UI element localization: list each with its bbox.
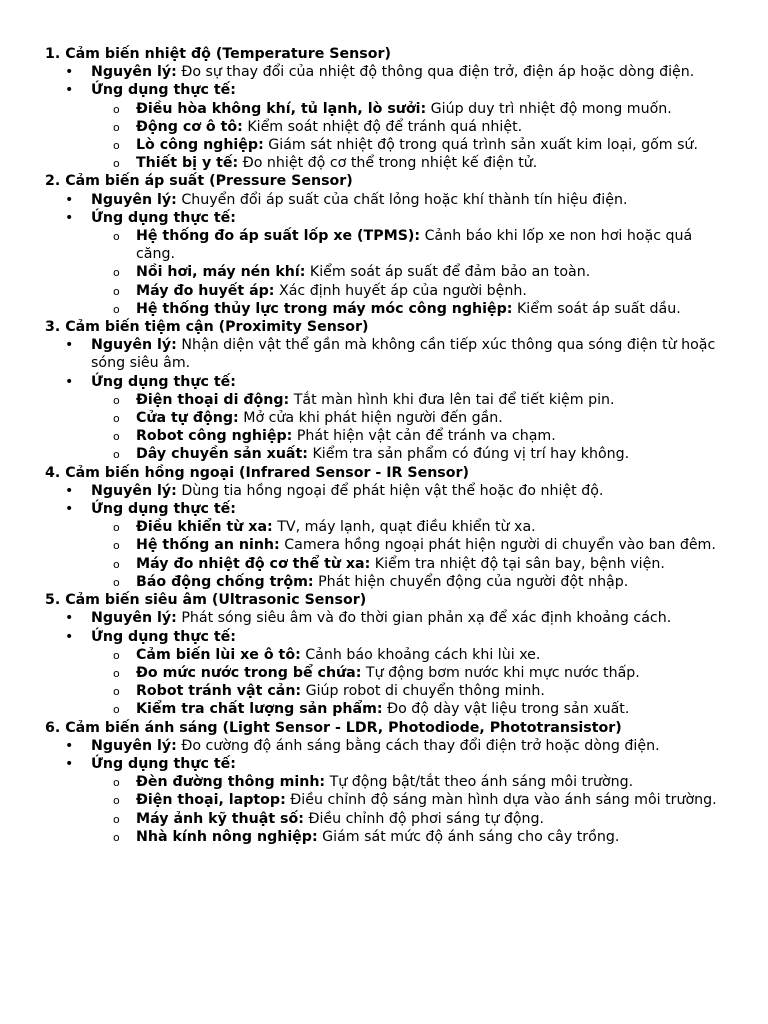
bullet-circle-icon: o <box>113 302 120 316</box>
application-item: o Lò công nghiệp: Giám sát nhiệt độ trong quá trình sản xuất kim loại, gốm sứ. <box>45 136 728 154</box>
bullet-circle-icon: o <box>113 830 120 844</box>
bullet-circle-icon: o <box>113 812 120 826</box>
section-title: 1. Cảm biến nhiệt độ (Temperature Sensor) <box>45 46 391 62</box>
application-item: o Hệ thống an ninh: Camera hồng ngoại phát hiện người di chuyển vào ban đêm. <box>45 536 728 554</box>
principle-label: Nguyên lý: <box>91 337 177 354</box>
applications-heading: • Ứng dụng thực tế: <box>65 755 236 772</box>
section-4 <box>45 464 728 591</box>
application-item: o Nhà kính nông nghiệp: Giám sát mức độ ánh sáng cho cây trồng. <box>45 828 728 846</box>
principle-label: Nguyên lý: <box>91 191 177 208</box>
principle-item <box>45 609 728 627</box>
principle-text: Đo sự thay đổi của nhiệt độ thông qua điện trở, điện áp hoặc dòng điện. <box>176 64 695 81</box>
section-6 <box>45 719 728 846</box>
application-item: o Thiết bị y tế: Đo nhiệt độ cơ thể trong nhiệt kế điện tử. <box>45 154 728 172</box>
application-item: o Cửa tự động: Mở cửa khi phát hiện người đến gần. <box>45 409 728 427</box>
applications-heading: • Ứng dụng thực tế: <box>65 82 236 99</box>
bullet-circle-icon: o <box>113 703 120 717</box>
bullet-circle-icon: o <box>113 648 120 662</box>
bullet-dot-icon: • <box>65 482 74 499</box>
principle-item <box>45 63 728 81</box>
application-item: o Đo mức nước trong bể chứa: Tự động bơm nước khi mực nước thấp. <box>45 664 728 682</box>
application-item: o Kiểm tra chất lượng sản phẩm: Đo độ dày vật liệu trong sản xuất. <box>45 700 728 718</box>
application-item: o Robot công nghiệp: Phát hiện vật cản để tránh va chạm. <box>45 427 728 445</box>
bullet-dot-icon: • <box>65 191 74 208</box>
section-1 <box>45 45 728 172</box>
bullet-circle-icon: o <box>113 557 120 571</box>
application-item: o Điều khiển từ xa: TV, máy lạnh, quạt điều khiển từ xa. <box>45 518 728 536</box>
bullet-circle-icon: o <box>113 685 120 699</box>
principle-text: Dùng tia hồng ngoại để phát hiện vật thể hoặc đo nhiệt độ. <box>176 482 604 499</box>
bullet-circle-icon: o <box>113 393 120 407</box>
application-item: o Nồi hơi, máy nén khí: Kiểm soát áp suất để đảm bảo an toàn. <box>45 263 728 281</box>
applications-heading: • Ứng dụng thực tế: <box>65 209 236 226</box>
bullet-circle-icon: o <box>113 139 120 153</box>
principle-text: Phát sóng siêu âm và đo thời gian phản xạ để xác định khoảng cách. <box>176 610 672 627</box>
application-item: o Robot tránh vật cản: Giúp robot di chuyển thông minh. <box>45 682 728 700</box>
principle-item <box>45 191 728 209</box>
application-item: o Hệ thống thủy lực trong máy móc công nghiệp: Kiểm soát áp suất dầu. <box>45 300 728 318</box>
bullet-dot-icon: • <box>65 82 74 99</box>
bullet-dot-icon: • <box>65 373 74 390</box>
application-item: o Cảm biến lùi xe ô tô: Cảnh báo khoảng cách khi lùi xe. <box>45 646 728 664</box>
application-item: o Điện thoại di động: Tắt màn hình khi đưa lên tai để tiết kiệm pin. <box>45 391 728 409</box>
application-item: o Điện thoại, laptop: Điều chỉnh độ sáng màn hình dựa vào ánh sáng môi trường. <box>45 791 728 809</box>
application-item: o Đèn đường thông minh: Tự động bật/tắt theo ánh sáng môi trường. <box>45 773 728 791</box>
principle-label: Nguyên lý: <box>91 610 177 627</box>
principle-text: Nhận diện vật thể gần mà không cần tiếp xúc thông qua sóng điện từ hoặc sóng siêu âm. <box>91 337 716 372</box>
applications-heading: • Ứng dụng thực tế: <box>65 628 236 645</box>
principle-label: Nguyên lý: <box>91 737 177 754</box>
bullet-circle-icon: o <box>113 448 120 462</box>
application-item: o Máy đo nhiệt độ cơ thể từ xa: Kiểm tra nhiệt độ tại sân bay, bệnh viện. <box>45 555 728 573</box>
applications-heading: • Ứng dụng thực tế: <box>65 373 236 390</box>
principle-text: Đo cường độ ánh sáng bằng cách thay đổi điện trở hoặc dòng điện. <box>176 737 660 754</box>
section-title: 6. Cảm biến ánh sáng (Light Sensor - LDR, Photodiode, Phototransistor) <box>45 719 622 736</box>
bullet-dot-icon: • <box>65 737 74 754</box>
section-title: 3. Cảm biến tiệm cận (Proximity Sensor) <box>45 319 369 336</box>
bullet-circle-icon: o <box>113 521 120 535</box>
section-5 <box>45 591 728 718</box>
principle-text: Chuyển đổi áp suất của chất lỏng hoặc khí thành tín hiệu điện. <box>176 191 628 208</box>
application-item: o Dây chuyền sản xuất: Kiểm tra sản phẩm có đúng vị trí hay không. <box>45 445 728 463</box>
section-title: 5. Cảm biến siêu âm (Ultrasonic Sensor) <box>45 592 367 609</box>
bullet-circle-icon: o <box>113 539 120 553</box>
bullet-circle-icon: o <box>113 430 120 444</box>
principle-label: Nguyên lý: <box>91 482 177 499</box>
principle-item <box>45 737 728 755</box>
bullet-circle-icon: o <box>113 284 120 298</box>
bullet-dot-icon: • <box>65 337 74 354</box>
bullet-circle-icon: o <box>113 102 120 116</box>
bullet-circle-icon: o <box>113 575 120 589</box>
section-title: 4. Cảm biến hồng ngoại (Infrared Sensor - IR Sensor) <box>45 464 469 481</box>
application-item: o Máy đo huyết áp: Xác định huyết áp của người bệnh. <box>45 282 728 300</box>
bullet-dot-icon: • <box>65 628 74 645</box>
bullet-dot-icon: • <box>65 755 74 772</box>
bullet-dot-icon: • <box>65 501 74 518</box>
bullet-circle-icon: o <box>113 157 120 171</box>
bullet-dot-icon: • <box>65 610 74 627</box>
bullet-circle-icon: o <box>113 776 120 790</box>
bullet-circle-icon: o <box>113 794 120 808</box>
application-item: o Máy ảnh kỹ thuật số: Điều chỉnh độ phơi sáng tự động. <box>45 810 728 828</box>
section-2 <box>45 172 728 318</box>
application-item: o Hệ thống đo áp suất lốp xe (TPMS): Cảnh báo khi lốp xe non hơi hoặc quá căng. <box>113 228 693 263</box>
bullet-circle-icon: o <box>113 120 120 134</box>
section-3 <box>45 318 728 464</box>
principle-item <box>45 336 728 372</box>
section-title: 2. Cảm biến áp suất (Pressure Sensor) <box>45 173 353 190</box>
applications-heading: • Ứng dụng thực tế: <box>65 501 236 518</box>
bullet-dot-icon: • <box>65 64 74 81</box>
principle-item <box>45 482 728 500</box>
bullet-circle-icon: o <box>113 412 120 426</box>
application-item: o Báo động chống trộm: Phát hiện chuyển động của người đột nhập. <box>45 573 728 591</box>
bullet-dot-icon: • <box>65 209 74 226</box>
bullet-circle-icon: o <box>113 666 120 680</box>
bullet-circle-icon: o <box>113 266 120 280</box>
application-item: o Động cơ ô tô: Kiểm soát nhiệt độ để tránh quá nhiệt. <box>45 118 728 136</box>
application-item: o Điều hòa không khí, tủ lạnh, lò sưởi: Giúp duy trì nhiệt độ mong muốn. <box>45 100 728 118</box>
bullet-circle-icon: o <box>113 230 120 244</box>
principle-label: Nguyên lý: <box>91 64 177 81</box>
